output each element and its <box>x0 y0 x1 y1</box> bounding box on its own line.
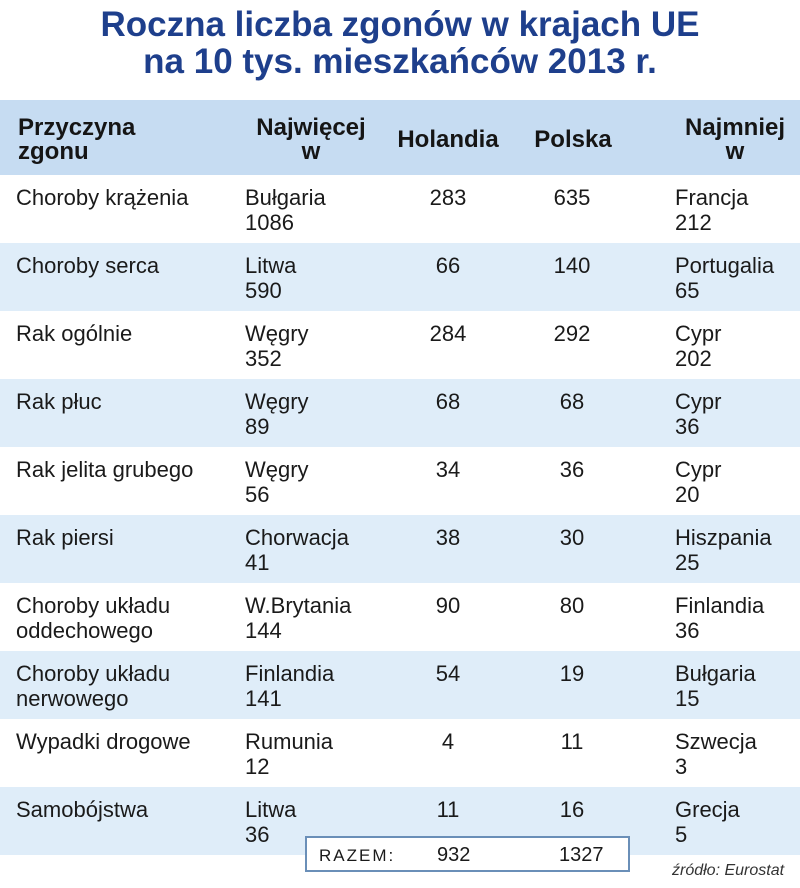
most-country: Węgry <box>245 321 309 346</box>
table-row <box>0 651 800 719</box>
total-poland: 1327 <box>559 844 604 866</box>
most-value: 36 <box>245 822 270 847</box>
most-country: Rumunia <box>245 729 334 754</box>
cause-text: Rak płuc <box>16 389 102 414</box>
total-box <box>305 836 630 872</box>
least-country: Portugalia <box>675 253 775 278</box>
table-row <box>0 243 800 311</box>
least-cell <box>675 389 800 439</box>
least-country: Francja <box>675 185 749 210</box>
cause-text: Rak piersi <box>16 525 114 550</box>
most-country: W.Brytania <box>245 593 352 618</box>
table-row <box>0 311 800 379</box>
cause-cell <box>16 661 236 711</box>
header-most: Najwięcej w <box>256 114 366 165</box>
least-value: 25 <box>675 550 700 575</box>
most-country: Litwa <box>245 797 297 822</box>
cause-text: Rak jelita grubego <box>16 457 194 482</box>
most-cell <box>245 185 385 235</box>
cause-text: Wypadki drogowe <box>16 729 191 754</box>
header-netherlands: Holandia <box>397 126 499 153</box>
table-row <box>0 447 800 515</box>
cause-text: Choroby układu nerwowego <box>16 661 171 711</box>
least-country: Grecja <box>675 797 740 822</box>
cause-text: Samobójstwa <box>16 797 149 822</box>
least-country: Cypr <box>675 321 722 346</box>
least-country: Bułgaria <box>675 661 756 686</box>
least-value: 20 <box>675 482 700 507</box>
netherlands-value: 68 <box>435 389 461 414</box>
cause-cell <box>16 321 236 346</box>
least-value: 3 <box>675 754 688 779</box>
least-cell <box>675 525 800 575</box>
most-value: 89 <box>245 414 270 439</box>
netherlands-value: 54 <box>435 661 461 686</box>
most-value: 1086 <box>245 210 294 235</box>
most-cell <box>245 525 385 575</box>
least-cell <box>675 457 800 507</box>
most-value: 352 <box>245 346 282 371</box>
cause-text: Rak ogólnie <box>16 321 133 346</box>
poland-value: 68 <box>559 389 585 414</box>
most-value: 12 <box>245 754 270 779</box>
least-cell <box>675 253 800 303</box>
least-value: 5 <box>675 822 688 847</box>
least-cell <box>675 797 800 847</box>
least-value: 65 <box>675 278 700 303</box>
cause-cell <box>16 185 236 210</box>
poland-value: 30 <box>559 525 585 550</box>
least-value: 15 <box>675 686 700 711</box>
most-cell <box>245 321 385 371</box>
table-row <box>0 379 800 447</box>
cause-text: Choroby serca <box>16 253 160 278</box>
poland-value: 292 <box>553 321 591 346</box>
table-row <box>0 175 800 243</box>
most-country: Chorwacja <box>245 525 349 550</box>
header-cause: Przyczyna zgonu <box>18 114 136 165</box>
cause-cell <box>16 253 236 278</box>
cause-cell <box>16 729 236 754</box>
most-cell <box>245 457 385 507</box>
table-header <box>0 100 800 175</box>
most-cell <box>245 253 385 303</box>
cause-cell <box>16 457 236 482</box>
most-country: Bułgaria <box>245 185 326 210</box>
table-row <box>0 583 800 651</box>
total-netherlands: 932 <box>437 844 471 866</box>
netherlands-value: 4 <box>441 729 455 754</box>
source-note: źródło: Eurostat <box>672 862 785 879</box>
least-value: 36 <box>675 414 700 439</box>
cause-cell <box>16 525 236 550</box>
most-value: 144 <box>245 618 282 643</box>
most-value: 56 <box>245 482 270 507</box>
least-cell <box>675 729 800 779</box>
least-cell <box>675 321 800 371</box>
most-country: Finlandia <box>245 661 335 686</box>
cause-cell <box>16 593 236 643</box>
netherlands-value: 38 <box>435 525 461 550</box>
most-value: 41 <box>245 550 270 575</box>
netherlands-value: 34 <box>435 457 461 482</box>
title-line-1: Roczna liczba zgonów w krajach UE <box>100 5 700 44</box>
cause-text: Choroby układu oddechowego <box>16 593 171 643</box>
most-country: Węgry <box>245 457 309 482</box>
netherlands-value: 90 <box>435 593 461 618</box>
cause-cell <box>16 389 236 414</box>
least-country: Finlandia <box>675 593 765 618</box>
most-country: Węgry <box>245 389 309 414</box>
table-title <box>0 6 800 80</box>
least-cell <box>675 185 800 235</box>
table-row <box>0 719 800 787</box>
least-country: Cypr <box>675 457 722 482</box>
most-cell <box>245 661 385 711</box>
table-row <box>0 515 800 583</box>
poland-value: 36 <box>559 457 585 482</box>
least-country: Cypr <box>675 389 722 414</box>
most-value: 590 <box>245 278 282 303</box>
poland-value: 80 <box>559 593 585 618</box>
poland-value: 635 <box>553 185 591 210</box>
most-cell <box>245 593 385 643</box>
poland-value: 16 <box>559 797 585 822</box>
least-country: Szwecja <box>675 729 757 754</box>
least-value: 212 <box>675 210 712 235</box>
most-cell <box>245 729 385 779</box>
title-line-2: na 10 tys. mieszkańców 2013 r. <box>143 42 657 81</box>
most-cell <box>245 389 385 439</box>
cause-text: Choroby krążenia <box>16 185 189 210</box>
most-country: Litwa <box>245 253 297 278</box>
least-cell <box>675 593 800 643</box>
least-country: Hiszpania <box>675 525 772 550</box>
cause-cell <box>16 797 236 822</box>
poland-value: 140 <box>553 253 591 278</box>
least-value: 202 <box>675 346 712 371</box>
header-poland: Polska <box>534 126 612 153</box>
most-value: 141 <box>245 686 282 711</box>
header-least: Najmniej w <box>684 114 786 165</box>
poland-value: 11 <box>560 729 584 754</box>
least-cell <box>675 661 800 711</box>
total-label: RAZEM: <box>319 846 396 865</box>
netherlands-value: 66 <box>435 253 461 278</box>
least-value: 36 <box>675 618 700 643</box>
netherlands-value: 283 <box>429 185 467 210</box>
poland-value: 19 <box>559 661 585 686</box>
netherlands-value: 11 <box>436 797 460 822</box>
netherlands-value: 284 <box>429 321 467 346</box>
